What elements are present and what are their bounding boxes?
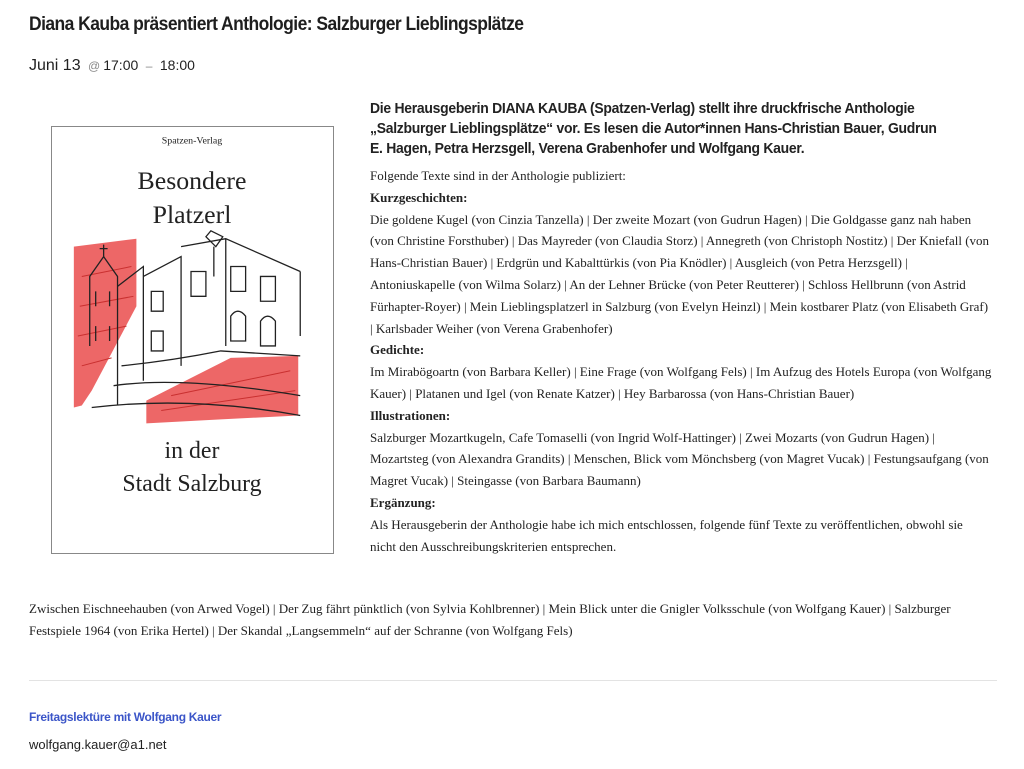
cover-publisher: Spatzen-Verlag	[161, 135, 223, 147]
event-lead-text: Die Herausgeberin DIANA KAUBA (Spatzen-Verlag) stellt ihre druckfrische Anthologie „Salzburger Lieblingsplätze“ vor. Es lesen die Autor*innen Hans-Christian Bauer, Gudrun E. Hagen, Petra Herzsgell, Verena Grabenhofer und Wolfgang Kauer.	[370, 100, 937, 157]
poems-heading: Gedichte:	[370, 342, 425, 358]
cover-subtitle-line1: in der	[164, 438, 220, 465]
organizer-email: wolfgang.kauer@a1.net	[29, 737, 167, 752]
event-description	[370, 165, 992, 557]
divider	[29, 680, 997, 681]
supplement-text: Als Herausgeberin der Anthologie habe ich mich entschlossen, folgende fünf Texte zu veröffentlichen, obwohl sie nicht den Ausschreibungskriterien entsprechen.	[370, 516, 963, 554]
organizer-link[interactable]: Freitagslektüre mit Wolfgang Kauer	[29, 710, 222, 724]
time-separator: –	[145, 59, 153, 73]
event-start-time: 17:00	[103, 57, 139, 73]
illustrations-list: Salzburger Mozartkugeln, Cafe Tomaselli (von Ingrid Wolf-Hattinger) | Zwei Mozarts (von Gudrun Hagen) | Mozartsteg (von Alexandra Grandits) | Menschen, Blick vom Mönchsberg (von Magret Vucak) | Festungsaufgang (von Magret Vucak) | Steingasse (von Barbara Baumann)	[370, 429, 989, 489]
book-cover-image	[51, 126, 334, 554]
short-stories-list: Die goldene Kugel (von Cinzia Tanzella) | Der zweite Mozart (von Gudrun Hagen) | Die Goldgasse ganz nah haben (von Christine Forsthuber) | Das Mayreder (von Claudia Storz) | Annegreth (von Christoph Nostitz) | Der Kniefall (von Hans-Christian Bauer) | Erdgrün und Kabalttürkis (von Pia Knödler) | Ausgleich (von Petra Herzsgell) | Antoniuskapelle (von Wilma Solarz) | An der Lehner Brücke (von Peter Reutterer) | Schloss Hellbrunn (von Astrid Fürhapter-Royer) | Mein Lieblingsplatzerl in Salzburg (von Evelyn Heinzl) | Mein kostbarer Platz (von Elisabeth Graf) | Karlsbader Weiher (von Verena Grabenhofer)	[370, 211, 990, 336]
cover-subtitle-line2: Stadt Salzburg	[122, 470, 262, 497]
supplement-heading: Ergänzung:	[370, 494, 436, 510]
event-title: Diana Kauba präsentiert Anthologie: Salzburger Lieblingsplätze	[29, 14, 524, 35]
at-symbol: @	[88, 59, 101, 73]
cover-title-line2: Platzerl	[152, 199, 232, 229]
illustrations-heading: Illustrationen:	[370, 407, 451, 423]
poems-list: Im Mirabögoartn (von Barbara Keller) | Eine Frage (von Wolfgang Fels) | Im Aufzug des Hotels Europa (von Wolfgang Kauer) | Platanen und Igel (von Renate Katzer) | Hey Barbarossa (von Hans-Christian Bauer)	[370, 364, 992, 401]
event-date: Juni 13	[29, 57, 81, 74]
intro-text: Folgende Texte sind in der Anthologie publiziert:	[370, 168, 626, 183]
cover-red-scribble	[74, 239, 298, 424]
short-stories-heading: Kurzgeschichten:	[370, 189, 468, 205]
cover-title-line1: Besondere	[137, 166, 247, 196]
event-end-time: 18:00	[159, 57, 195, 73]
supplement-list: Zwischen Eischneehauben (von Arwed Vogel) | Der Zug fährt pünktlich (von Sylvia Kohlbrenner) | Mein Blick unter die Gnigler Volksschule (von Wolfgang Kauer) | Salzburger Festspiele 1964 (von Erika Hertel) | Der Skandal „Langsemmeln“ auf der Schranne (von Wolfgang Fels)	[29, 601, 951, 638]
event-datetime	[29, 57, 195, 75]
